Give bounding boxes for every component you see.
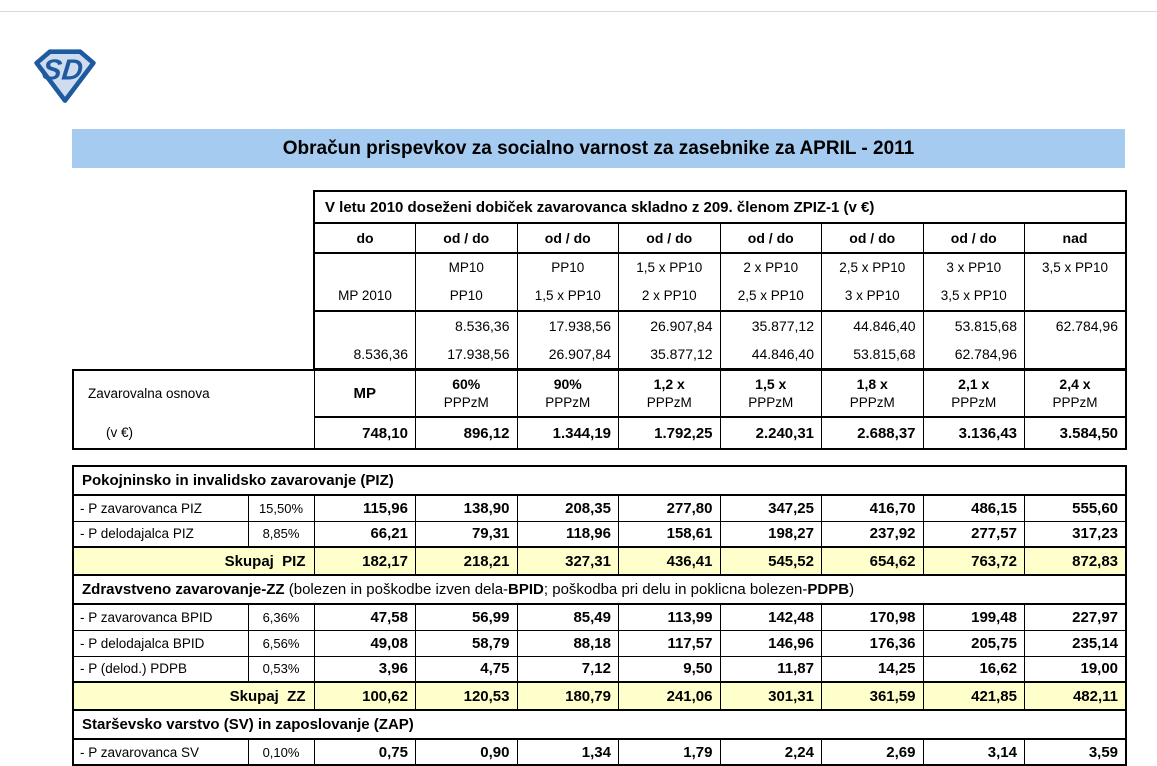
contribution-amount-cell: 9,50 bbox=[619, 656, 721, 682]
base-amount-cell: 2.240,31 bbox=[720, 417, 822, 449]
range-label-cell: nad bbox=[1025, 223, 1127, 253]
contribution-rate-cell: 6,36% bbox=[248, 604, 314, 630]
base-amount-cell: 3.584,50 bbox=[1025, 417, 1127, 449]
contribution-amount-cell: 235,14 bbox=[1025, 630, 1127, 656]
contribution-amount-cell: 555,60 bbox=[1025, 495, 1127, 521]
base-multiplier-cell bbox=[1025, 370, 1127, 417]
contribution-amount-cell: 2,24 bbox=[720, 739, 822, 765]
bound-name-lower: PP10 bbox=[449, 288, 483, 303]
total-row bbox=[73, 547, 1126, 575]
section-header-cell bbox=[73, 710, 1126, 739]
contribution-row bbox=[73, 656, 1126, 682]
contribution-amount-cell: 118,96 bbox=[517, 521, 619, 547]
total-amount-cell: 180,79 bbox=[517, 682, 619, 710]
bound-name-cell bbox=[1025, 253, 1127, 311]
contribution-amount-cell: 1,34 bbox=[517, 739, 619, 765]
total-row bbox=[73, 682, 1126, 710]
total-label-cell: Skupaj PIZ bbox=[73, 547, 314, 575]
bound-name-cell bbox=[416, 253, 518, 311]
logo-letters: SD bbox=[40, 54, 85, 87]
bound-value-lower: 53.815,68 bbox=[853, 346, 916, 362]
base-multiplier-cell bbox=[822, 370, 924, 417]
total-label-cell: Skupaj ZZ bbox=[73, 682, 314, 710]
contribution-label-cell: - P delodajalca BPID bbox=[73, 630, 248, 656]
total-amount-cell: 218,21 bbox=[416, 547, 518, 575]
total-amount-cell: 654,62 bbox=[822, 547, 924, 575]
bound-value-upper: 17.938,56 bbox=[548, 318, 611, 334]
contribution-amount-cell: 142,48 bbox=[720, 604, 822, 630]
total-amount-cell: 436,41 bbox=[619, 547, 721, 575]
section-header-text: Zdravstveno zavarovanje-ZZ bbox=[82, 581, 289, 598]
contribution-amount-cell: 49,08 bbox=[314, 630, 416, 656]
contribution-label-cell: - P delodajalca PIZ bbox=[73, 521, 248, 547]
profit-threshold-table bbox=[313, 190, 1127, 370]
contribution-rate-cell: 0,10% bbox=[248, 739, 314, 765]
section-header-row bbox=[73, 710, 1126, 739]
bound-name-lower: 1,5 x PP10 bbox=[534, 288, 601, 303]
bound-value-upper: 62.784,96 bbox=[1055, 318, 1118, 334]
base-multiplier-cell bbox=[720, 370, 822, 417]
range-label-cell: do bbox=[314, 223, 416, 253]
bound-name-upper bbox=[315, 254, 415, 282]
bound-name-cell bbox=[923, 253, 1025, 311]
base-amount-cell: 3.136,43 bbox=[923, 417, 1025, 449]
bound-name-cell bbox=[619, 253, 721, 311]
bound-name-cell bbox=[517, 253, 619, 311]
bound-value-upper bbox=[315, 312, 415, 340]
multiplier-unit: PPPzM bbox=[951, 394, 997, 410]
multiplier-value: 60% bbox=[452, 375, 481, 392]
multiplier-value: 1,2 x bbox=[653, 375, 685, 392]
bound-value-cell bbox=[720, 311, 822, 369]
profit-title-row bbox=[314, 191, 1126, 223]
base-amount-cell: 1.792,25 bbox=[619, 417, 721, 449]
bound-value-lower: 17.938,56 bbox=[447, 346, 510, 362]
multiplier-value: 2,1 x bbox=[958, 375, 990, 392]
bound-value-cell bbox=[822, 311, 924, 369]
contribution-amount-cell: 2,69 bbox=[822, 739, 924, 765]
bound-name-lower: 2 x PP10 bbox=[641, 288, 697, 303]
contribution-rate-cell: 15,50% bbox=[248, 495, 314, 521]
multiplier-value: 2,4 x bbox=[1059, 375, 1091, 392]
bound-value-lower: 62.784,96 bbox=[954, 346, 1017, 362]
contribution-amount-cell: 11,87 bbox=[720, 656, 822, 682]
contribution-amount-cell: 208,35 bbox=[517, 495, 619, 521]
contribution-label-cell: - P (delod.) PDPB bbox=[73, 656, 248, 682]
contribution-row bbox=[73, 604, 1126, 630]
bound-name-upper: 2,5 x PP10 bbox=[839, 260, 906, 275]
bound-value-lower: 26.907,84 bbox=[548, 346, 611, 362]
range-label-cell: od / do bbox=[517, 223, 619, 253]
contribution-amount-cell: 7,12 bbox=[517, 656, 619, 682]
section-header-text: Pokojninsko in invalidsko zavarovanje (PIZ) bbox=[82, 472, 394, 489]
multiplier-unit: PPPzM bbox=[748, 394, 794, 410]
contribution-amount-cell: 19,00 bbox=[1025, 656, 1127, 682]
section-header-cell bbox=[73, 466, 1126, 495]
contribution-rate-cell: 8,85% bbox=[248, 521, 314, 547]
multiplier-unit: PPPzM bbox=[646, 394, 692, 410]
contribution-amount-cell: 237,92 bbox=[822, 521, 924, 547]
base-amount-cell: 748,10 bbox=[314, 417, 416, 449]
multiplier-value: 1,8 x bbox=[856, 375, 888, 392]
contribution-amount-cell: 58,79 bbox=[416, 630, 518, 656]
bound-value-lower: 8.536,36 bbox=[353, 346, 408, 362]
bound-name-upper: 1,5 x PP10 bbox=[636, 260, 703, 275]
contribution-amount-cell: 3,14 bbox=[923, 739, 1025, 765]
contribution-amount-cell: 88,18 bbox=[517, 630, 619, 656]
contribution-amount-cell: 115,96 bbox=[314, 495, 416, 521]
contribution-amount-cell: 138,90 bbox=[416, 495, 518, 521]
section-header-text: BPID bbox=[508, 581, 544, 598]
contribution-amount-cell: 56,99 bbox=[416, 604, 518, 630]
bound-name-lower: MP 2010 bbox=[338, 288, 392, 303]
total-amount-cell: 545,52 bbox=[720, 547, 822, 575]
bound-name-cell bbox=[720, 253, 822, 311]
contribution-amount-cell: 199,48 bbox=[923, 604, 1025, 630]
bound-value-upper: 53.815,68 bbox=[954, 318, 1017, 334]
contribution-amount-cell: 176,36 bbox=[822, 630, 924, 656]
contribution-amount-cell: 170,98 bbox=[822, 604, 924, 630]
bound-value-cell bbox=[1025, 311, 1127, 369]
total-amount-cell: 482,11 bbox=[1025, 682, 1127, 710]
contribution-amount-cell: 347,25 bbox=[720, 495, 822, 521]
bound-name-lower: 2,5 x PP10 bbox=[737, 288, 804, 303]
contribution-amount-cell: 146,96 bbox=[720, 630, 822, 656]
range-label-cell: od / do bbox=[720, 223, 822, 253]
contribution-amount-cell: 47,58 bbox=[314, 604, 416, 630]
contribution-amount-cell: 3,96 bbox=[314, 656, 416, 682]
contribution-amount-cell: 486,15 bbox=[923, 495, 1025, 521]
contribution-row bbox=[73, 495, 1126, 521]
bound-name-lower bbox=[1025, 282, 1125, 310]
company-logo-icon bbox=[32, 47, 98, 104]
section-header-text: PDPB bbox=[807, 581, 850, 598]
bound-value-cell bbox=[923, 311, 1025, 369]
bound-value-lower bbox=[1025, 340, 1125, 368]
contribution-amount-cell: 0,75 bbox=[314, 739, 416, 765]
total-amount-cell: 100,62 bbox=[314, 682, 416, 710]
range-label-cell: od / do bbox=[923, 223, 1025, 253]
contribution-amount-cell: 4,75 bbox=[416, 656, 518, 682]
section-header-row bbox=[73, 575, 1126, 604]
base-amount-cell: 1.344,19 bbox=[517, 417, 619, 449]
contribution-amount-cell: 66,21 bbox=[314, 521, 416, 547]
page-title bbox=[72, 129, 1125, 168]
range-label-cell: od / do bbox=[822, 223, 924, 253]
base-label-line2: (v €) bbox=[106, 425, 133, 440]
section-header-text: (bolezen in poškodbe izven dela- bbox=[288, 581, 509, 598]
total-amount-cell: 361,59 bbox=[822, 682, 924, 710]
contribution-amount-cell: 277,57 bbox=[923, 521, 1025, 547]
contribution-amount-cell: 79,31 bbox=[416, 521, 518, 547]
contribution-amount-cell: 277,80 bbox=[619, 495, 721, 521]
bound-value-upper: 8.536,36 bbox=[455, 318, 510, 334]
profit-range-row bbox=[314, 223, 1126, 253]
section-header-cell bbox=[73, 575, 1126, 604]
bound-name-upper: 2 x PP10 bbox=[743, 260, 799, 275]
bound-value-cell bbox=[517, 311, 619, 369]
range-label-cell: od / do bbox=[619, 223, 721, 253]
contribution-amount-cell: 416,70 bbox=[822, 495, 924, 521]
section-header-text: ) bbox=[849, 581, 855, 598]
bound-value-lower: 35.877,12 bbox=[650, 346, 713, 362]
multiplier-value: 1,5 x bbox=[755, 375, 787, 392]
contribution-amount-cell: 198,27 bbox=[720, 521, 822, 547]
base-multiplier-cell bbox=[416, 370, 518, 417]
bound-name-upper: PP10 bbox=[551, 260, 585, 275]
contribution-label-cell: - P zavarovanca BPID bbox=[73, 604, 248, 630]
multiplier-unit: PPPzM bbox=[1052, 394, 1098, 410]
contribution-amount-cell: 16,62 bbox=[923, 656, 1025, 682]
multiplier-unit: PPPzM bbox=[545, 394, 591, 410]
bound-name-lower: 3 x PP10 bbox=[844, 288, 900, 303]
total-amount-cell: 182,17 bbox=[314, 547, 416, 575]
multiplier-unit: PPPzM bbox=[849, 394, 895, 410]
contribution-amount-cell: 205,75 bbox=[923, 630, 1025, 656]
base-amount-cell: 896,12 bbox=[416, 417, 518, 449]
section-header-text: ; poškodba pri delu in poklicna bolezen- bbox=[543, 581, 808, 598]
total-amount-cell: 872,83 bbox=[1025, 547, 1127, 575]
total-amount-cell: 241,06 bbox=[619, 682, 721, 710]
contribution-row bbox=[73, 521, 1126, 547]
bound-value-cell bbox=[619, 311, 721, 369]
contribution-amount-cell: 117,57 bbox=[619, 630, 721, 656]
contribution-row bbox=[73, 739, 1126, 765]
contribution-amount-cell: 14,25 bbox=[822, 656, 924, 682]
range-label-cell: od / do bbox=[416, 223, 518, 253]
bound-name-cell bbox=[314, 253, 416, 311]
contribution-amount-cell: 317,23 bbox=[1025, 521, 1127, 547]
multiplier-value: MP bbox=[353, 384, 376, 402]
bound-value-cell bbox=[314, 311, 416, 369]
page-title-text: Obračun prispevkov za socialno varnost za zasebnike za APRIL - 2011 bbox=[282, 137, 915, 159]
contribution-rate-cell: 6,56% bbox=[248, 630, 314, 656]
total-amount-cell: 421,85 bbox=[923, 682, 1025, 710]
profit-bound-names-row bbox=[314, 253, 1126, 311]
page-top-divider bbox=[0, 11, 1157, 12]
profit-bound-values-row bbox=[314, 311, 1126, 369]
contribution-amount-cell: 0,90 bbox=[416, 739, 518, 765]
insurance-base-label bbox=[73, 370, 314, 449]
section-header-text: Starševsko varstvo (SV) in zaposlovanje (ZAP) bbox=[82, 716, 414, 733]
base-label-line1: Zavarovalna osnova bbox=[88, 386, 210, 401]
bound-value-lower: 44.846,40 bbox=[751, 346, 814, 362]
base-multiplier-cell bbox=[517, 370, 619, 417]
contributions-table bbox=[72, 465, 1127, 766]
insurance-base-table bbox=[72, 369, 1127, 450]
base-head-row bbox=[73, 370, 1126, 417]
bound-value-cell bbox=[416, 311, 518, 369]
bound-value-upper: 35.877,12 bbox=[751, 318, 814, 334]
contribution-amount-cell: 3,59 bbox=[1025, 739, 1127, 765]
bound-name-upper: MP10 bbox=[448, 260, 484, 275]
contribution-amount-cell: 158,61 bbox=[619, 521, 721, 547]
contribution-label-cell: - P zavarovanca PIZ bbox=[73, 495, 248, 521]
contribution-rate-cell: 0,53% bbox=[248, 656, 314, 682]
multiplier-value: 90% bbox=[553, 375, 582, 392]
base-multiplier-cell bbox=[619, 370, 721, 417]
base-multiplier-cell bbox=[923, 370, 1025, 417]
base-amount-cell: 2.688,37 bbox=[822, 417, 924, 449]
bound-name-upper: 3 x PP10 bbox=[946, 260, 1002, 275]
base-multiplier-cell bbox=[314, 370, 416, 417]
section-header-row bbox=[73, 466, 1126, 495]
bound-name-upper: 3,5 x PP10 bbox=[1041, 260, 1109, 275]
multiplier-unit: PPPzM bbox=[443, 394, 489, 410]
contribution-amount-cell: 85,49 bbox=[517, 604, 619, 630]
total-amount-cell: 763,72 bbox=[923, 547, 1025, 575]
total-amount-cell: 301,31 bbox=[720, 682, 822, 710]
total-amount-cell: 120,53 bbox=[416, 682, 518, 710]
contribution-label-cell: - P zavarovanca SV bbox=[73, 739, 248, 765]
contribution-amount-cell: 1,79 bbox=[619, 739, 721, 765]
bound-value-upper: 44.846,40 bbox=[853, 318, 916, 334]
contribution-row bbox=[73, 630, 1126, 656]
bound-value-upper: 26.907,84 bbox=[650, 318, 713, 334]
profit-table-title: V letu 2010 doseženi dobiček zavarovanca skladno z 209. členom ZPIZ-1 (v €) bbox=[314, 191, 1126, 223]
bound-name-lower: 3,5 x PP10 bbox=[940, 288, 1007, 303]
contribution-amount-cell: 227,97 bbox=[1025, 604, 1127, 630]
contribution-amount-cell: 113,99 bbox=[619, 604, 721, 630]
total-amount-cell: 327,31 bbox=[517, 547, 619, 575]
bound-name-cell bbox=[822, 253, 924, 311]
